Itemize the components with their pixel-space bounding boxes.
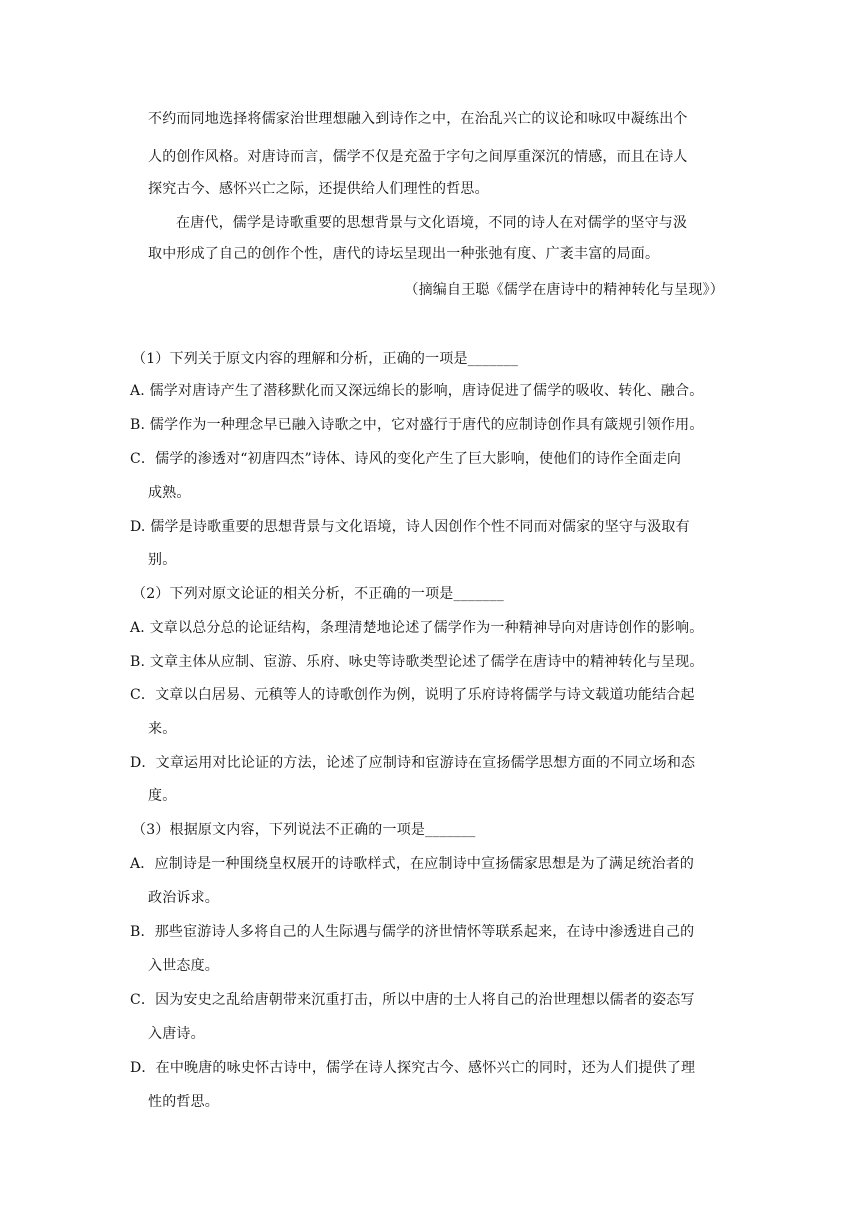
option-b: B. 文章主体从应制、宦游、乐府、咏史等诗歌类型论述了儒学在唐诗中的精神转化与呈现。 [130,654,704,670]
option-a: A．应制诗是一种围绕皇权展开的诗歌样式，在应制诗中宣扬儒家思想是为了满足统治者的 [130,856,695,872]
option-c-cont: 来。 [148,721,177,737]
passage-line: 不约而同地选择将儒家治世理想融入到诗作之中，在治乱兴亡的议论和咏叹中凝练出个 [148,111,688,127]
option-d-cont: 性的哲思。 [148,1094,219,1110]
passage-source: （摘编自王聪《儒学在唐诗中的精神转化与呈现》） [404,282,724,298]
passage-line: 取中形成了自己的创作个性，唐代的诗坛呈现出一种张弛有度、广袤丰富的局面。 [148,246,660,262]
option-a: A. 文章以总分总的论证结构，条理清楚地论述了儒学作为一种精神导向对唐诗创作的影响。 [130,620,704,636]
question-stem: （3）根据原文内容，下列说法不正确的一项是_______ [132,822,476,838]
option-c-cont: 入唐诗。 [148,1026,205,1042]
option-c: C．儒学的渗透对“初唐四杰”诗体、诗风的变化产生了巨大影响，使他们的诗作全面走向 [130,451,682,467]
passage-line: 人的创作风格。对唐诗而言，儒学不仅是充盈于字句之间厚重深沉的情感，而且在诗人 [148,149,688,165]
option-d: D. 儒学是诗歌重要的思想背景与文化语境，诗人因创作个性不同而对儒家的坚守与汲取有 [130,519,690,535]
option-b: B．那些宦游诗人多将自己的人生际遇与儒学的济世情怀等联系起来，在诗中渗透进自己的 [130,924,695,940]
option-d: D．文章运用对比论证的方法，论述了应制诗和宦游诗在宣扬儒学思想方面的不同立场和态 [130,755,696,771]
option-d: D．在中晚唐的咏史怀古诗中，儒学在诗人探究古今、感怀兴亡的同时，还为人们提供了理 [130,1060,696,1076]
passage-line: 在唐代，儒学是诗歌重要的思想背景与文化语境，不同的诗人在对儒学的坚守与汲 [176,215,688,231]
option-a-cont: 政治诉求。 [148,890,219,906]
option-c: C．因为安史之乱给唐朝带来沉重打击，所以中唐的士人将自己的治世理想以儒者的姿态写 [130,992,695,1008]
option-d-cont: 别。 [148,552,177,568]
question-stem: （1）下列关于原文内容的理解和分析，正确的一项是_______ [132,351,519,367]
option-c: C．文章以白居易、元稹等人的诗歌创作为例，说明了乐府诗将儒学与诗文载道功能结合起 [130,687,695,703]
option-b: B. 儒学作为一种理念早已融入诗歌之中，它对盛行于唐代的应制诗创作具有箴规引领作用。 [130,417,704,433]
passage-line: 探究古今、感怀兴亡之际，还提供给人们理性的哲思。 [148,181,489,197]
option-c-cont: 成熟。 [148,485,191,501]
question-stem: （2）下列对原文论证的相关分析，不正确的一项是_______ [132,586,504,602]
option-b-cont: 入世态度。 [148,958,219,974]
option-a: A. 儒学对唐诗产生了潜移默化而又深远绵长的影响，唐诗促进了儒学的吸收、转化、融合。 [130,383,704,399]
option-d-cont: 度。 [148,788,177,804]
